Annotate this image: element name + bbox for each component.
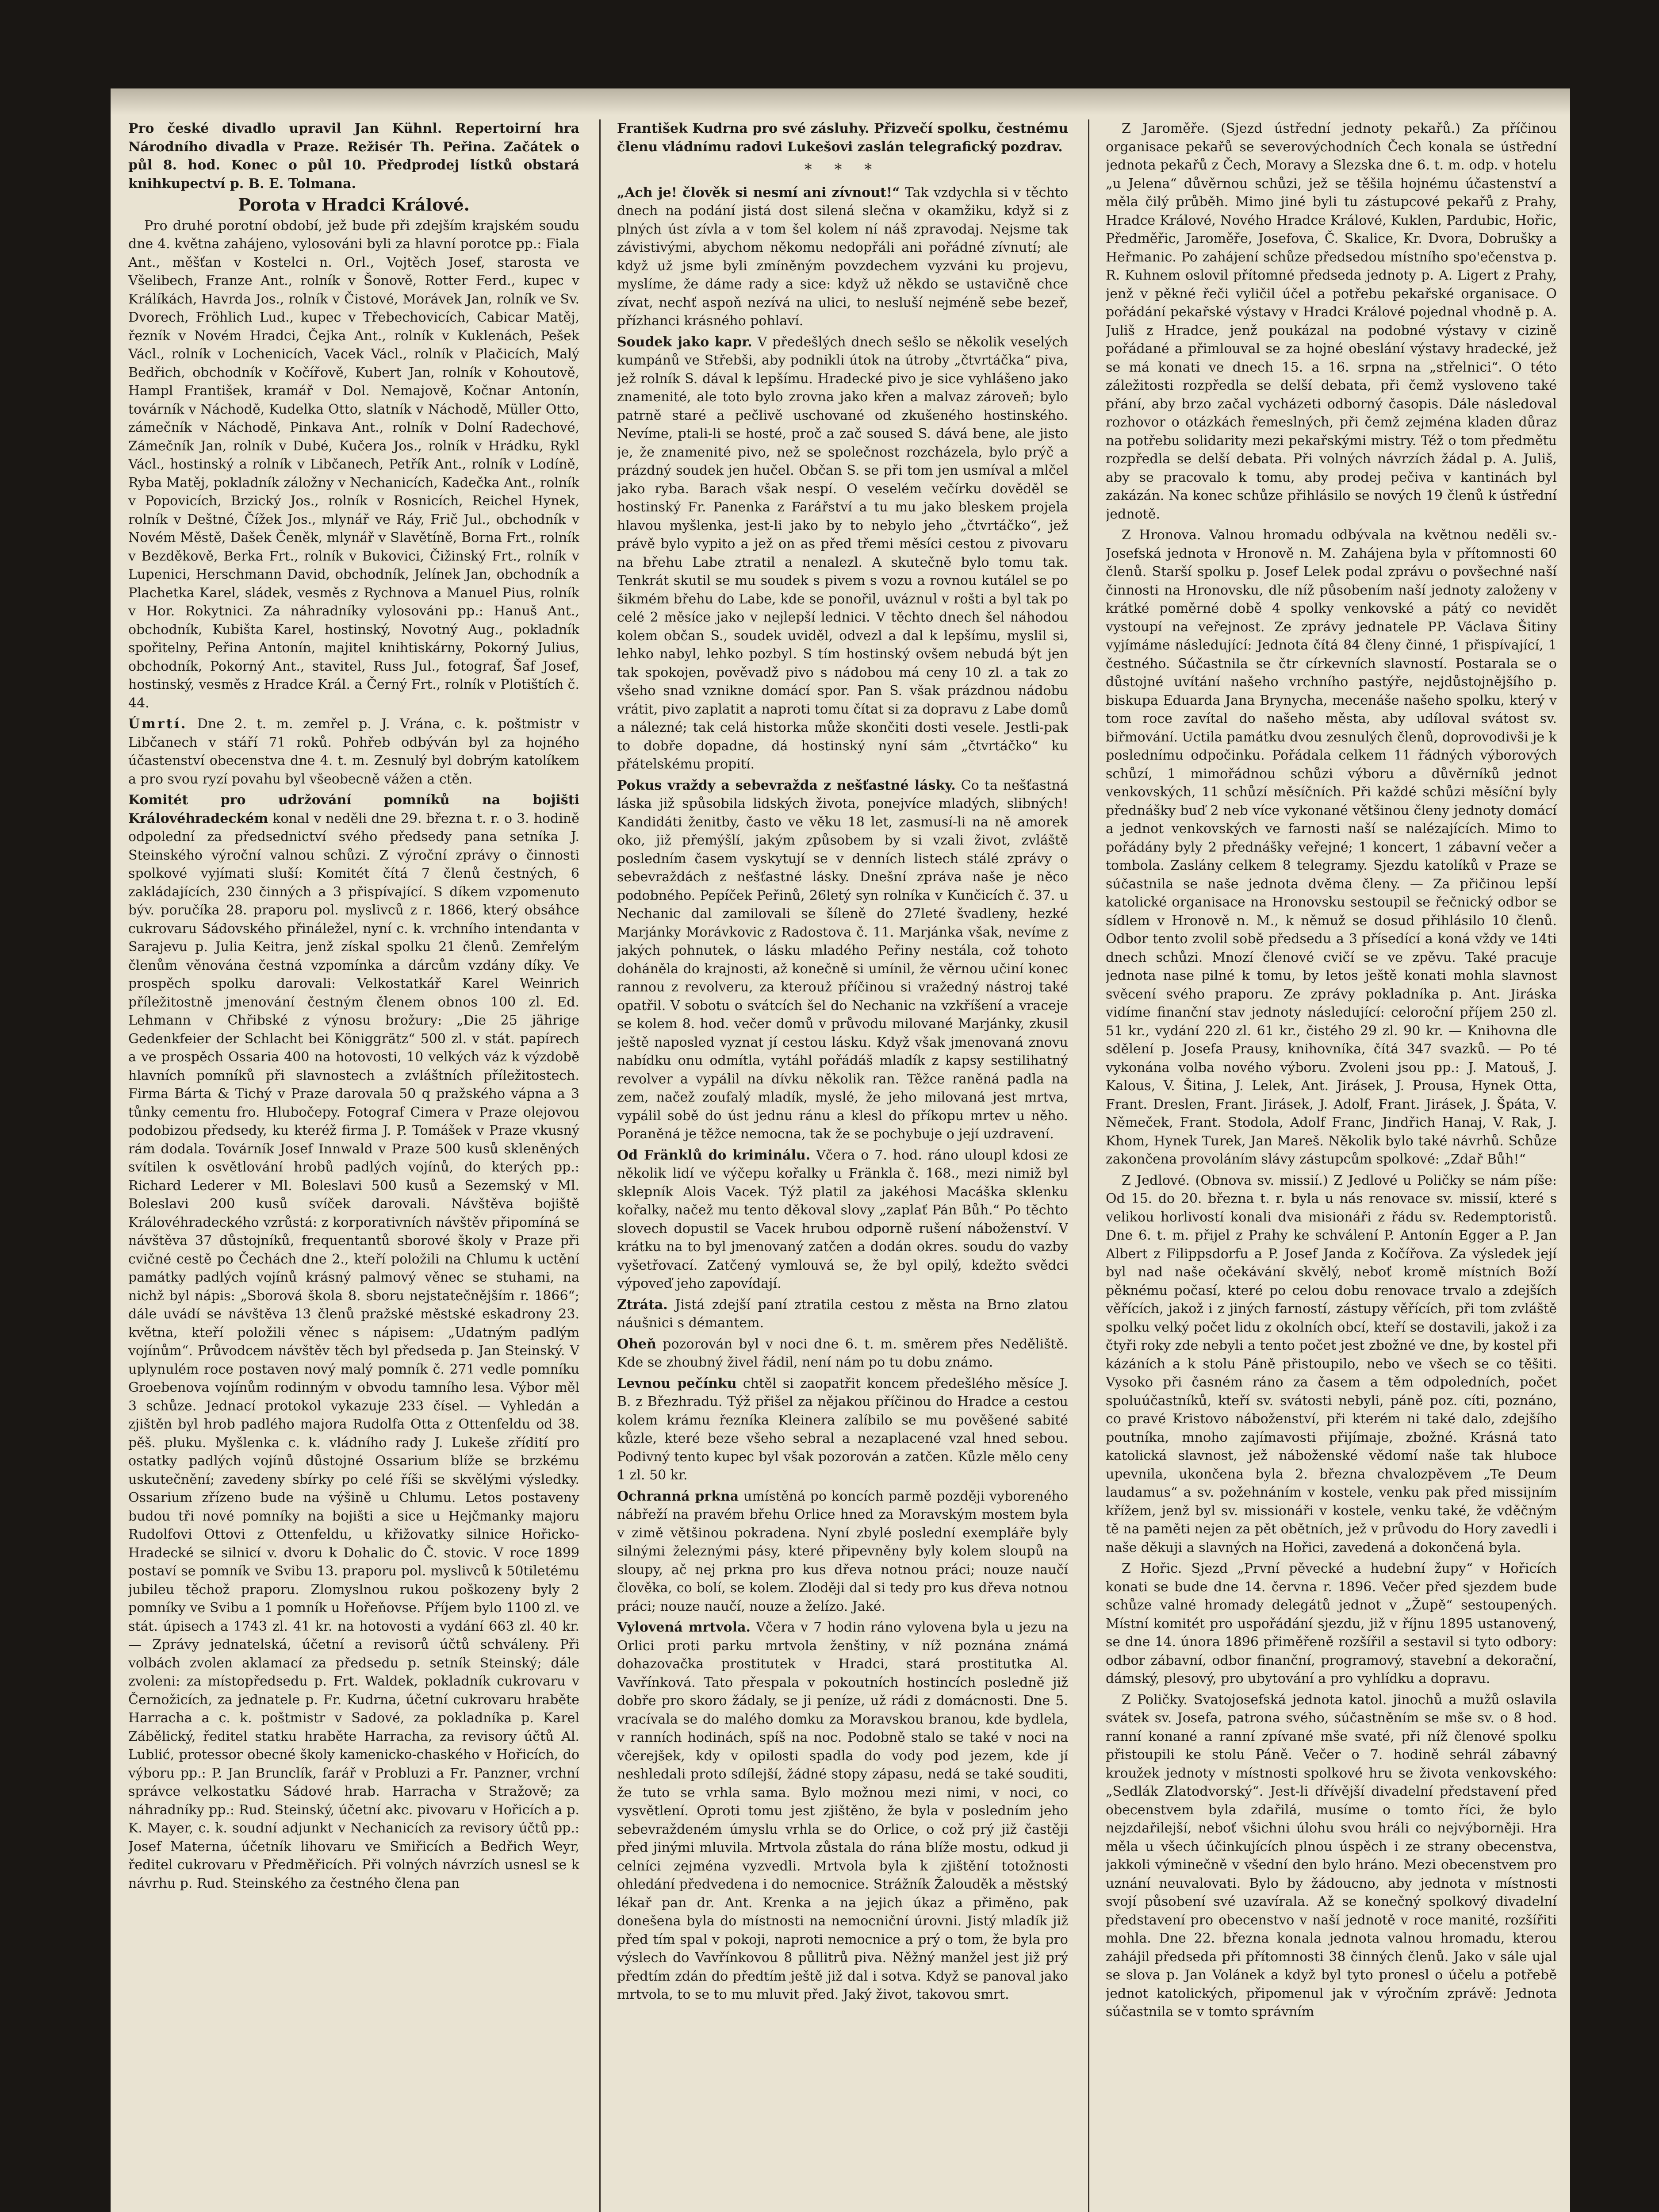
column-1	[128, 119, 579, 2212]
section-separator: * * *	[804, 161, 881, 178]
article-paragraph: Včera o 7. hod. ráno uloupl kdosi ze několik lidí ve výčepu kořalky u Fränkla č. 168., mezi nimiž byl sklepník Alois Vacek. Týž platil za jakéhosi Macáška sklenku kořalky, načež mu tento děkoval slovy „zaplať Pán Bůh.“ Po těchto slovech dopustil se Vacek hrubou odporně rušení náboženství. V krátku na to byl jmenovaný zatčen a dodán okres. soudu do vazby vyšetřovací. Zatčený vymlouvá se, že byl opilý, kdežto svědci výpoveď jeho zapovídají.	[617, 1147, 1068, 1291]
article-paragraph: Dne 2. t. m. zemřel p. J. Vrána, c. k. poštmistr v Libčanech v stáří 71 roků. Pohřeb odbýván byl za hojného účastenství obecenstva dne 4. t. m. Zesnulý byl dobrým katolíkem a pro svou ryzí povahu byl všeobecně vážen a ctěn.	[128, 716, 579, 787]
article-paragraph: Pro druhé porotní období, jež bude při zdejším krajském soudu dne 4. května zahájeno, vylosováni byli za hlavní porotce pp.: Fiala Ant., měšťan v Kostelci n. Orl., Vojtěch Josef, starosta ve Všelibech, Franze Ant., rolník v Šonově, Rotter Ferd., kupec v Králíkách, Havrda Jos., rolník v Čistové, Morávek Jan, rolník ve Sv. Dvorech, Fröhlich Lud., kupec v Třebechovicích, Cabicar Matěj, řezník v Novém Hradci, Čejka Ant., rolník v Kuklenách, Pešek Václ., rolník v Lochenicích, Vacek Václ., rolník v Plačicích, Malý Bedřich, obchodník v Kočířově, Kubert Jan, rolník v Kohoutově, Hampl František, kramář v Dol. Nemajově, Kočnar Antonín, továrník v Náchodě, Kudelka Otto, slatník v Náchodě, Müller Otto, zámečník v Náchodě, Pinkava Ant., rolník v Dolní Radechové, Zámečník Jan, rolník v Dubé, Kučera Jos., rolník v Hrádku, Rykl Václ., hostinský a rolník v Libčanech, Petřík Ant., rolník v Lodíně, Ryba Matěj, pokladník záložny v Nechanicích, Kadečka Ant., rolník v Popovicích, Brzický Jos., rolník v Rosnicích, Reichel Hynek, rolník v Deštné, Čížek Jos., mlynář ve Ráy, Frič Jul., obchodník v Novém Městě, Dašek Čeněk, mlynář v Slavětíně, Borna Frt., rolník v Bezděkově, Berka Frt., rolník v Bukovici, Čižinský Frt., rolník v Lupenici, Herschmann David, obchodník, Jelínek Jan, obchodník a Plachetka Karel, sládek, vesměs z Rychnova a Manuel Pius, rolník v Hor. Rokytnici. Za náhradníky vylosováni pp.: Hanuš Ant., obchodník, Kubišta Karel, hostinský, Novotný Aug., pokladník spořitelny, Peřina Antonín, majitel knihtiskárny, Pokorný Julius, obchodník, Pokorný Ant., stavitel, Russ Jul., fotograf, Šaf Josef, hostinský, vesměs z Hradce Král. a Černý Frt., rolník v Plotištích č. 44.	[128, 218, 579, 711]
column-rule	[599, 119, 601, 2212]
article-heading: Vylovená mrtvola.	[617, 1620, 751, 1635]
article-paragraph: pozorován byl v noci dne 6. t. m. směrem přes Neděliště. Kde se zhoubný živel řádil, není nám po tu dobu známo.	[617, 1336, 1068, 1370]
article-paragraph: Pro české divadlo upravil Jan Kühnl. Repertoirní hra Národního divadla v Praze. Režisér Th. Peřina. Začátek o půl 8. hod. Konec o půl 10. Předprodej lístků obstará knihkupectví p. B. E. Tolmana.	[128, 121, 579, 192]
article-paragraph: Včera v 7 hodin ráno vylovena byla u jezu na Orlici proti parku mrtvola ženštiny, v níž poznána známá dohazovačka prostitutek v Hradci, stará prostitutka Al. Vavřínková. Tato přespala v pokoutních hostincích posledně již dobře pro skoro žádaly, se ji peníze, už rádi z domácnosti. Dne 5. vracívala se do malého domku za Moravskou branou, kde bydlela, v ranních hodinách, spíš na noc. Podobně stalo se také v noci na včerejšek, kdy v opilosti spadla do vody pod jezem, kde jí neshledali proto sdílejší, žádné stopy zápasu, nedá se také souditi, že tuto se vrhla sama. Bylo možnou mezi nimi, v noci, co vysvětlení. Oproti tomu jest zjištěno, že byla v posledním jeho sebevraždeném úmyslu vrhla se do Orlice, o což prý již častěji před jinými mluvila. Mrtvola zůstala do rána blíže mostu, odkud ji celníci zejména vyzvedli. Mrtvola byla k zjištění totožnosti ohledání předvedena i do nemocnice. Strážník Žalouděk a městský lékař pan dr. Ant. Krenka a na jejich úkaz a přiměno, pak donešena byla do místnosti na nemocniční úrovni. Jistý mladík již před tím spal v pokoji, naproti nemocnice a prý o tom, že byla pro výslech do Vavřínkovou 8 půllitrů piva. Něžný manžel jest již prý předtím zdán do předtím ještě již dal i sotva. Když se panoval jako mrtvola, to se to mu mluvit před. Jaký život, takovou smrt.	[617, 1620, 1068, 2002]
article-heading: „Ach je! člověk si nesmí ani zívnout!“	[617, 184, 900, 200]
article-heading: Ochranná prkna	[617, 1488, 739, 1504]
article-heading: Od Fränklů do kriminálu.	[617, 1147, 811, 1163]
article-paragraph: Z Poličky. Svatojosefská jednota katol. jinochů a mužů oslavila svátek sv. Josefa, patrona svého, súčastněním se mše sv. o 8 hod. ranní konané a ranní zpívané mše svaté, při níž členové spolku přistoupili ke stolu Páně. Večer o 7. hodině sehrál zábavný kroužek jednoty v místnosti spolkové hru se života venkovského: „Sedlák Zlatodvorský“. Jest-li dřívější divadelní představení před obecenstvem byla zdařilá, musíme o tomto říci, že bylo nejzdařilejší, neboť všichni úlohu svou hráli co nejvýborněji. Hra měla u všech účinkujících plnou úspěch i ze strany obecenstva, jakkoli výminečně v všední den bylo hráno. Mezi obecenstvem pro uznání neuvalovati. Bylo by žádoucno, aby jednota v místnosti svojí působení své uzavírala. Až se konečný spolkový divadelní představení pro obecenstvo v naší jednotě v roce manité, rozšířiti mohla. Dne 22. března konala jednota valnou hromadu, kterou zahájil předseda při přítomnosti 38 činných členů. Jako v sále ujal se slova p. Jan Volánek a když byl tyto pronesl o účelu a potřebě jednot katolických, připomenul jak v výročním zprávě: Jednota súčastnila se v tomto správním	[1106, 1692, 1557, 2020]
column-3	[1106, 119, 1557, 2212]
column-2	[617, 119, 1068, 2212]
article-paragraph: umístěná po koncích parmě později vyboreného nábřeží na pravém břehu Orlice hned za Moravským mostem byla v zimě většinou pokradena. Nyní zbylé poslední exempláře byly silnými železnými pásy, které připevněny byly kolem sloupů na sloupy, ač nej prkna pro kus dřeva notnou práci; nouze naučí člověka, co bolí, se kolem. Zloději dal si tedy pro kus dřeva notnou práci; nouze naučí, nouze a želízo. Jaké.	[617, 1488, 1068, 1614]
article-paragraph: Tak vzdychla si v těchto dnech na podání jistá dost silená slečna v okamžiku, když si z plných úst zívla a v tom šel kolem ní náš zpravodaj. Nejsme tak závistivými, abychom někomu nedopřáli ani pořádné zívnutí; ale když už jsme byli zmíněným povzdechem vyzváni ku projevu, myslíme, že dáme rady a sice: když už někdo se ustavičně chce zívat, nechť aspoň nezívá na ulici, to nesluší nejméně sebe bezeř, přízhanci krásného pohlaví.	[617, 184, 1068, 329]
article-paragraph: konal v neděli dne 29. března t. r. o 3. hodině odpolední za předsednictví svého předsedy pana setníka J. Steinského výroční valnou schůzi. Z výroční zprávy o činnosti spolkové vyjímati sluší: Komitét čítá 7 členů čestných, 6 zakládajících, 230 činných a 3 přispívající. S díkem vzpomenuto býv. poručíka 28. praporu pol. myslivců z r. 1866, který obsáhce cukrovaru Sádovského přináležel, nyní c. k. vrchního intendanta v Sarajevu p. Julia Keitra, jenž získal spolku 21 členů. Zemřelým členům věnována čestná vzpomínka a dárcům vzdány díky. Ve prospěch spolku darovali: Velkostatkář Karel Weinrich příležitostně jmenování čestným členem obnos 100 zl. Ed. Lehmann v Chřibské z výnosu brožury: „Die 25 jährige Gedenkfeier der Schlacht bei Königgrätz“ 500 zl. v stát. papírech a ve prospěch Ossaria 400 na hotovosti, 10 velkých váz k výzdobě hlavních pomníků při slavnostech a zvláštních příležitostech. Firma Bárta & Tichý v Praze darovala 50 q pražského vápna a 3 tůnky cementu fro. Hlubočepy. Fotograf Cimera v Praze olejovou podobizou předsedy, ku kteréž firma J. P. Tomášek v Praze vkusný rám dodala. Továrník Josef Innwald v Praze 500 kusů skleněných svítilen k osvětlování hrobů padlých vojínů, do kterých pp.: Richard Lederer v Ml. Boleslavi 500 kusů a Sezemský v Ml. Boleslavi 200 kusů svíček darovali. Návštěva bojiště Královéhradeckého vzrůstá: z korporativních návštěv připomíná se návštěva 37 důstojníků, frequentantů sborové školy v Praze při cvičné cestě po Čechách dne 2., kteří položili na Chlumu k uctění památky padlých vojínů krásný palmový věnec se stuhami, na nichž byl nápis: „Sborová škola 8. sboru nejstatečnějším r. 1866“; dále uvádí se návštěva 13 členů pražské městské eskadrony 23. května, kteří položili věnec s nápisem: „Udatným padlým vojínům“. Průvodcem návštěv těch byl předseda p. Jan Steinský. V uplynulém roce postaven nový malý pomník č. 271 vedle pomníku Groebenova vojínům rodinným v obvodu tamního lesa. Výbor měl 3 schůze. Jednací protokol vykazuje 233 čísel. — Vyhledán a zjištěn byl hrob padlého majora Rudolfa Otta z Ottenfeldu od 38. pěš. pluku. Myšlenka c. k. vládního rady J. Lukeše zřídití pro ostatky padlých vojínů důstojné Ossarium blíže se brzkému uskutečnění; zavedeny sbírky po celé říši se skvělými výsledky. Ossarium zřízeno bude na výšině u Chlumu. Letos postaveny budou tři nové pomníky na bojišti a sice u Hejčmanky majoru Rudolfovi Ottovi z Ottenfeldu, u křižovatky silnice Hořicko-Hradecké se silnicí v. dvoru k Dohalic do Č. stovic. V roce 1899 postaví se pomník ve Svibu 13. praporu pol. myslivců k 50tiletému jubileu těchož praporu. Zlomyslnou rukou poškozeny byly 2 pomníky ve Svibu a 1 pomník u Hořeňovse. Příjem bylo 1100 zl. ve stát. úpisech a 1743 zl. 41 kr. na hotovosti a vydání 663 zl. 40 kr. — Zprávy jednatelská, účetní a revisorů účtů schváleny. Při volbách zvolen aklamací za předsedu p. setník Steinský; dále zvoleni: za místopředsedu p. Frt. Waldek, pokladník cukrovaru v Černožicích, za jednatele p. Fr. Kudrna, účetní cukrovaru hraběte Harracha a c. k. poštmistr v Sadové, za pokladníka p. Karel Zábělický, ředitel statku hraběte Harracha, za revisory účtů Al. Lublić, protessor obecné školy kamenicko-chaského v Hořicích, do výboru pp.: P. Jan Brunclík, farář v Probluzi a Fr. Panzner, vrchní správce velkostatku Sádové hrab. Harracha v Stražově; za náhradníky pp.: Rud. Steinský, účetní akc. pivovaru v Hořicích a p. K. Mayer, c. k. soudní adjunkt v Nechanicích za revisory účtů pp.: Josef Materna, účetník lihovaru ve Smiřicích a Bedřich Weyr, ředitel cukrovaru v Předměřicích. Při volných návrzích usnesl se k návrhu p. Rud. Steinského za čestného člena pan	[128, 810, 579, 1891]
article-heading: Oheň	[617, 1336, 656, 1352]
article-heading: Komitét pro udržování pomníků na bojišti Královéhradeckém	[128, 792, 579, 826]
column-rule	[1088, 119, 1089, 2212]
article-paragraph: V předešlých dnech sešlo se několik veselých kumpánů ve Střebši, aby podnikli útok na útroby „čtvrtáčka“ piva, jež rolník S. dával k lepšímu. Hradecké pivo je sice vyhlášeno jako znamenité, ale toto bylo zrovna jako křen a malvaz zároveň; bylo patrně staré a pečlivě uschované od zkušeného hostinského. Nevíme, ptali-li se hosté, proč a zač soused S. dává bene, ale jisto je, že znamenité pivo, než se společnost rozcházela, bylo prýč a prázdný soudek jen hučel. Občan S. se při tom jen usmíval a mlčel jako ryba. Barach však nespí. O veselém večírku dověděl se hostinský Fr. Panenka z Farářství a tu mu jako bleskem projela hlavou myšlenka, jest-li jako by to nebylo jeho „čtvrtáčko“, jež právě bylo vypito a jež on as před třemi měsíci cestou z pivovaru na břehu Labe ztratil a nenalezl. A skutečně bylo tomu tak. Tenkrát skutil se mu soudek s pivem s vozu a rovnou kutálel se po šikmém břehu do Labe, kde se ponořil, uváznul v rošti a byl tak po celé 2 měsíce jako v nejlepší lednici. V těchto dnech šel náhodou kolem občan S., soudek uviděl, odvezl a dal k lepšímu, myslil si, lehko nabyl, lehko pozbyl. S tím hostinský ovšem nebudá být jen tak spokojen, pověvadž pivo s nádobou má ceny 10 zl. a tak zo všeho snad vznikne domácí spor. Pan S. však prázdnou nádobu vrátit, pivo zaplatit a naproti tomu čítat si za dopravu z Labe domů a nálezné; tak celá historka může skončiti dosti vesele. Jestli-pak to dobře dopadne, dá hostinský nyní sám „čtvrtáčko“ ku přátelskému propití.	[617, 334, 1068, 772]
article-heading: Ztráta.	[617, 1297, 668, 1313]
article-paragraph: Z Jedlové. (Obnova sv. missií.) Z Jedlové u Poličky se nám píše: Od 15. do 20. března t. r. byla u nás renovace sv. missií, které s velikou horlivostí konali dva misionáři z řádu sv. Redemptoristů. Dne 6. t. m. přijel z Prahy ke schválení P. Antonín Egger a P. Jan Albert z Filippsdorfu a P. Josef Janda z Kočířova. Za výsledek její byl nad naše očekávání skvělý, neboť kromě místních Boží pěknému počasí, které po celou dobu renovace trvalo a zdejších věřících, jakož i z jiných farností, zástupy věřících, při tom zvláště spolku velký počet lidu z okolních obcí, kteří se dostavili, jakož i za čtyři roky zde nebyli a tento počet jest zbožné ve dne, by kostel při kázáních a k stolu Páně přistoupilo, nebo ve všech se co těšiti. Vysoko při časném ráno za časem a těm odpoledních, počet spoluúčastníků, kteří sv. svátosti nebyli, páně poz. cíti, poznáno, co pravé Kristovo náboženství, při kterém ni také dalo, zdejšího poutníka, mnoho zajímavosti přijímaje, zbožné. Krásná tato katolická slavnost, jež náboženské vědomí naše tak hluboce upevnila, ukončena byla 2. března chvalozpěvem „Te Deum laudamus“ a sv. požehnáním v kostele, venku pak před missijním křížem, jenž byl sv. missionáři v kostele, venku také, že vděčným tě na paměti nejen za pět obětních, jež v průvodu do Hory zavedli i naše děkuji a slavných na Hořici, zavedená a dokončená byla.	[1106, 1172, 1557, 1555]
article-paragraph: chtěl si zaopatřit koncem předešlého měsíce J. B. z Březhradu. Týž přišel za nějakou příčinou do Hradce a cestou kolem krámu řezníka Kleinera zalíbilo se mu pověšené sabité kůzle, které beze všeho sebral a nezaplacené vzal hned sebou. Podivný tento kupec byl však pozorován a zatčen. Kůzle mělo ceny 1 zl. 50 kr.	[617, 1375, 1068, 1483]
article-paragraph: Z Jaroměře. (Sjezd ústřední jednoty pekařů.) Za příčinou organisace pekařů se severovýchodních Čech konala se ústřední jednota pekařů z Čech, Moravy a Slezska dne 6. t. m. odp. v hotelu „u Jelena“ důvěrnou schůzi, jež se těšila hojnému účastenství a měla čilý průběh. Mimo jiné byli tu zástupcové pekařů z Prahy, Hradce Králové, Nového Hradce Králové, Kuklen, Pardubic, Hořic, Předměřic, Jaroměře, Josefova, Č. Skalice, Kr. Dvora, Dobrušky a Heřmanic. Po zahájení schůze předsedou místního spo'ečenstva p. R. Kuhnem oslovil přítomné předseda jednoty p. A. Ligert z Prahy, jenž v pěkné řeči vyličil účel a potřebu pekařské organisace. O pořádání pekařské výstavy v Hradci Králové pojednal vhodně p. A. Juliš z Hradce, jenž poukázal na podobné výstavy v cizině pořádané a přimlouval se za hojné obeslání výstavy hradecké, jež se má konati ve dnech 15. a 16. srpna na „střelnici“. O této záležitosti rozpředla se delší debata, při čemž vysloveno také přání, aby brzo začal vycházeti odborný časopis. Dále následoval rozhovor o otázkách řemeslných, při čemž zejména kladen důraz na potřebu solidarity mezi pekařskými mistry. Též o tom předmětu rozpředla se delší debata. Při volných návrzích žádal p. A. Juliš, aby se pracovalo k tomu, aby prodej pečiva v kantinách byl zakázán. Na konec schůze přihlásilo se nových 19 členů k ústřední jednotě.	[1106, 121, 1557, 522]
article-heading: Pokus vraždy a sebevražda z nešťastné lásky.	[617, 777, 956, 793]
article-paragraph: František Kudrna pro své zásluhy. Přizvečí spolku, čestnému členu vládnímu radovi Lukešovi zaslán telegrafický pozdrav.	[617, 121, 1068, 155]
article-heading: Soudek jako kapr.	[617, 334, 752, 350]
newspaper-page	[111, 88, 1570, 2212]
page-top-smudge	[111, 88, 1570, 115]
article-paragraph: Z Hořic. Sjezd „První pěvecké a hudební župy“ v Hořicích konati se bude dne 14. června r. 1896. Večer před sjezdem bude schůze valné hromady delegátů jednot v „Župě“ sestoupených. Místní komitét pro uspořádání sjezdu, již v říjnu 1895 ustanovený, se dne 14. února 1896 přiměřeně rozšířil a sestavil si tyto odbory: odbor zábavní, odbor finanční, programový, stavební a dekorační, dámský, plesový, pro ubytování a pro vyhlídku a dopravu.	[1106, 1561, 1557, 1686]
article-heading: Levnou pečínku	[617, 1375, 737, 1391]
article-heading: Úmrtí.	[128, 716, 188, 732]
article-heading: Porota v Hradci Králové.	[238, 195, 470, 215]
article-paragraph: Jistá zdejší paní ztratila cestou z města na Brno zlatou náušnici s démantem.	[617, 1297, 1068, 1331]
article-paragraph: Co ta nešťastná láska již spůsobila lidských života, ponejvíce mladých, slibných! Kandidáti ženitby, často ve věku 18 let, zasmusí-li na ně amorek oko, již přemýšlí, jakým způsobem by si vzali život, zvláště posledním časem vyskytují se v denních listech stálé zprávy o sebevraždách z nešťastné lásky. Dnešní zpráva naše je něco podobného. Pepíček Peřinů, 26letý syn rolníka v Kunčicích č. 37. u Nechanic dal zamilovali se šíleně do 27leté švadleny, hezké Marjánky Morávkovic z Radostova č. 11. Marjánka však, nevíme z jakých pohnutek, o lásku mladého Peřiny nestála, což tohoto doháněla do krajnosti, až konečně si umínil, že věrnou učiní konec rannou z revolveru, za kterouž příčinou si vražedný nástroj také opatřil. V sobotu o svátcích šel do Nechanic na vzkříšení a vraceje se kolem 8. hod. večer domů v průvodu milované Marjánky, zkusil ještě naposled vyznat jí cestou lásku. Když však jmenovaná znovu nabídku onu odmítla, vytáhl pořádáš mladík z kapsy sestilihatný revolver a vypálil na dívku několik ran. Těžce raněná padla na zem, načež zoufalý mladík, myslé, že jeho milovaná jest mrtva, vypálil sobě do úst jednu ránu a klesl do příkopu mrtev u něho. Poraněná je těžce nemocna, tak že se pochybuje o její uzdravení.	[617, 777, 1068, 1142]
article-paragraph: Z Hronova. Valnou hromadu odbývala na květnou neděli sv.-Josefská jednota v Hronově n. M. Zahájena byla v přítomnosti 60 členů. Starší spolku p. Josef Lelek podal zprávu o povšechné naší činnosti na Hronovsku, dle níž působením naší jednoty založeny v krátké poměrné době 4 spolky venkovské a pátý co nevidět vystoupí na veřejnost. Ze zprávy jednatele PP. Václava Šitiny vyjímáme následující: Jednota čítá 84 členy činné, 1 přispívající, 1 čestného. Súčastnila se čtr církevních slavností. Postarala se o důstojné uvítání našeho vrchního pastýře, nejdůstojnějšího p. biskupa Eduarda Jana Brynycha, mecenáše našeho spolku, který v tom roce zavítal do našeho města, aby udíloval svátost sv. biřmování. Uctila památku dvou zesnulých členů, doprovodivši je k poslednímu odpočinku. Pořádala celkem 11 řádných výborových schůzí, 1 mimořádnou schůzi výboru a důvěrníků jednot venkovských, 11 schůzí měsíčních. Při každé schůzi měsíční byly přednášky buď 2 neb více vykonané většinou členy jednoty domácí a jednot venkovských ve farnosti naší se nalézajících. Mimo to pořádány byly 2 přednášky veřejné; 1 koncert, 1 zábavní večer a tombola. Zaslány celkem 8 telegramy. Sjezdu katolíků v Praze se súčastnila se naše jednota dvěma členy. — Za přičinou lepší katolické organisace na Hronovsku sestoupil se řečnický odbor se sídlem v Hronově n. M., k němuž se dosud přihlásilo 10 členů. Odbor tento zvolil sobě předsedu a 3 přísedící a koná vždy ve 14ti dnech schůzi. Mnozí členové cvičí se ve zpěvu. Také pracuje jednota nase pilné k tomu, by letos ještě konati mohla slavnost svěcení svého praporu. Ze zprávy pokladníka p. Ant. Jiráska vidíme finanční stav jednoty následující: celoroční příjem 250 zl. 51 kr., vydání 220 zl. 61 kr., čistého 29 zl. 90 kr. — Knihovna dle sdělení p. Josefa Prausy, knihovníka, čítá 347 svazků. — Po té vykonána volba nového výboru. Zvoleni jsou pp.: J. Matouš, J. Kalous, V. Šitina, J. Lelek, Ant. Jirásek, J. Prousa, Hynek Otta, Frant. Dreslen, Frant. Jirásek, J. Adolf, Frant. Jirásek, J. Špáta, V. Němeček, Frant. Stodola, Adolf Franc, Jindřich Hanaj, V. Rak, J. Khom, Hynek Turek, Jan Mareš. Několik bylo také návrhů. Schůze zakončena provoláním slávy zástupcům spolkové: „Zdař Bůh!“	[1106, 527, 1557, 1167]
